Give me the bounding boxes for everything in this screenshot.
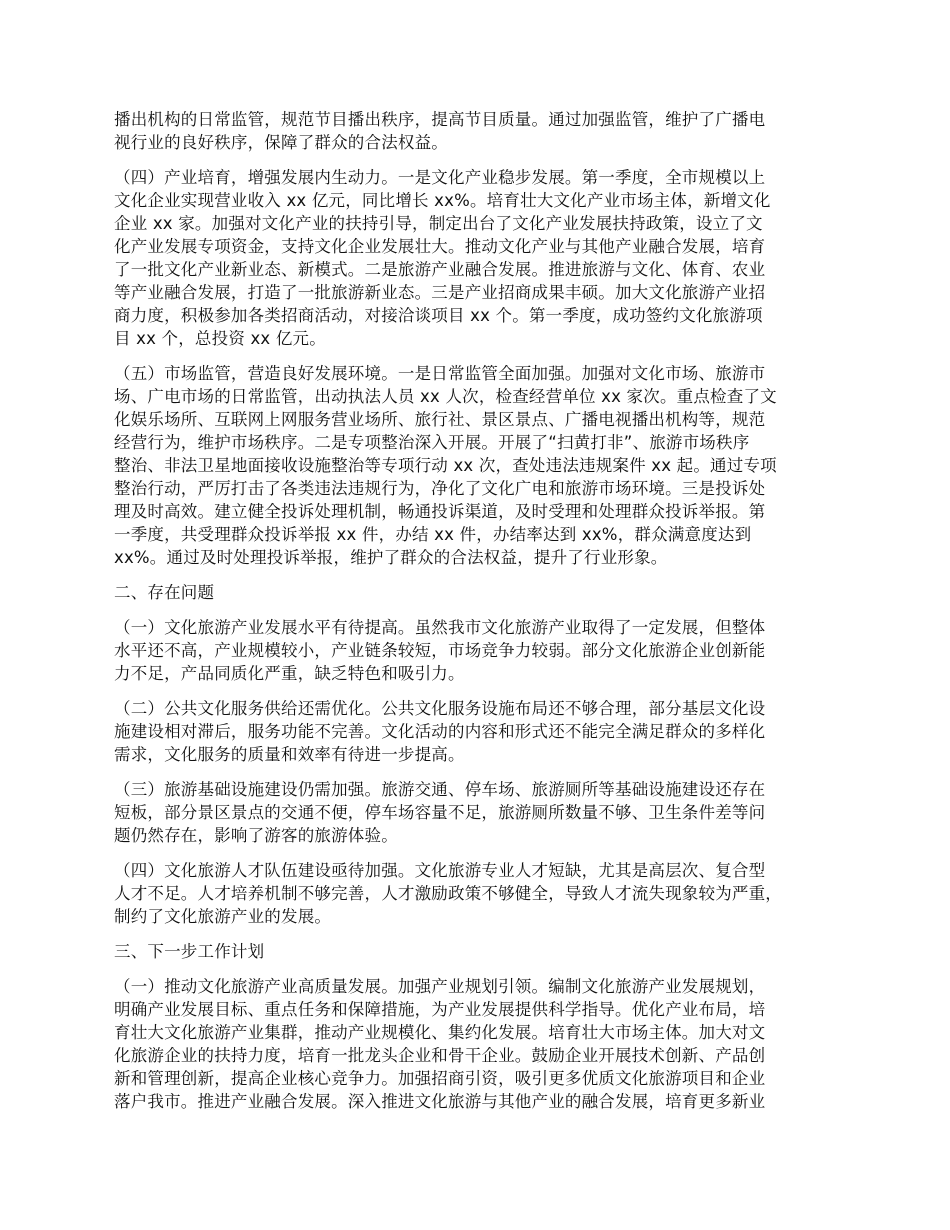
section-heading-problems: 二、存在问题 [114, 583, 215, 602]
paragraph-problem-infrastructure: （三）旅游基础设施建设仍需加强。旅游交通、停车场、旅游厕所等基础设施建设还存在 短板，部分景区景点的交通不便，停车场容量不足，旅游厕所数量不够、卫生条件差等问 题仍然存在，影响了游客的旅游体验。 [114, 780, 766, 845]
paragraph-industry-cultivation: （四）产业培育，增强发展内生动力。一是文化产业稳步发展。第一季度，全市规模以上 文化企业实现营业收入 xx 亿元，同比增长 xx%。培育壮大文化产业市场主体，新增文化 企业 xx 家。加强对文化产业的扶持引导，制定出台了文化产业发展扶持政策，设立了文 化产业发展专项资金，支持文化企业发展壮大。推动文化产业与其他产业融合发展，培育 了一批文化产业新业态、新模式。二是旅游产业融合发展。推进旅游与文化、体育、农业 等产业融合发展，打造了一批旅游新业态。三是产业招商成果丰硕。加大文化旅游产业招 商力度，积极参加各类招商活动，对接洽谈项目 xx 个。第一季度，成功签约文化旅游项 目 xx 个，总投资 xx 亿元。 [114, 168, 771, 348]
paragraph-broadcast-supervision: 播出机构的日常监管，规范节目播出秩序，提高节目质量。通过加强监管，维护了广播电 视行业的良好秩序，保障了群众的合法权益。 [114, 110, 766, 152]
paragraph-problem-talent: （四）文化旅游人才队伍建设亟待加强。文化旅游专业人才短缺，尤其是高层次、复合型 人才不足。人才培养机制不够完善，人才激励政策不够健全，导致人才流失现象较为严重， 制约了文化旅游产业的发展。 [114, 861, 782, 926]
section-heading-next-plan: 三、下一步工作计划 [114, 942, 265, 961]
document-page [114, 108, 856, 1125]
paragraph-market-supervision: （五）市场监管，营造良好发展环境。一是日常监管全面加强。加强对文化市场、旅游市 场、广电市场的日常监管，出动执法人员 xx 人次，检查经营单位 xx 家次。重点检查了文 化娱乐场所、互联网上网服务营业场所、旅行社、景区景点、广播电视播出机构等，规范 经营行为，维护市场秩序。二是专项整治深入开展。开展了“扫黄打非”、旅游市场秩序 整治、非法卫星地面接收设施整治等专项行动 xx 次，查处违法违规案件 xx 起。通过专项 整治行动，严厉打击了各类违法违规行为，净化了文化广电和旅游市场环境。三是投诉处 理及时高效。建立健全投诉处理机制，畅通投诉渠道，及时受理和处理群众投诉举报。第 一季度，共受理群众投诉举报 xx 件，办结 xx 件，办结率达到 xx%，群众满意度达到 xx%。通过及时处理投诉举报，维护了群众的合法权益，提升了行业形象。 [114, 364, 777, 567]
paragraph-plan-high-quality: （一）推动文化旅游产业高质量发展。加强产业规划引领。编制文化旅游产业发展规划， 明确产业发展目标、重点任务和保障措施，为产业发展提供科学指导。优化产业布局，培 育壮大文化旅游产业集群，推动产业规模化、集约化发展。培育壮大市场主体。加大对文 化旅游企业的扶持力度，培育一批龙头企业和骨干企业。鼓励企业开展技术创新、产品创 新和管理创新，提高企业核心竞争力。加强招商引资，吸引更多优质文化旅游项目和企业 落户我市。推进产业融合发展。深入推进文化旅游与其他产业的融合发展，培育更多新业 [114, 977, 766, 1111]
paragraph-problem-industry-level: （一）文化旅游产业发展水平有待提高。虽然我市文化旅游产业取得了一定发展，但整体 水平还不高，产业规模较小，产业链条较短，市场竞争力较弱。部分文化旅游企业创新能 力不足，产品同质化严重，缺乏特色和吸引力。 [114, 618, 766, 683]
paragraph-problem-public-service: （二）公共文化服务供给还需优化。公共文化服务设施布局还不够合理，部分基层文化设 施建设相对滞后，服务功能不完善。文化活动的内容和形式还不能完全满足群众的多样化 需求，文化服务的质量和效率有待进一步提高。 [114, 699, 766, 764]
